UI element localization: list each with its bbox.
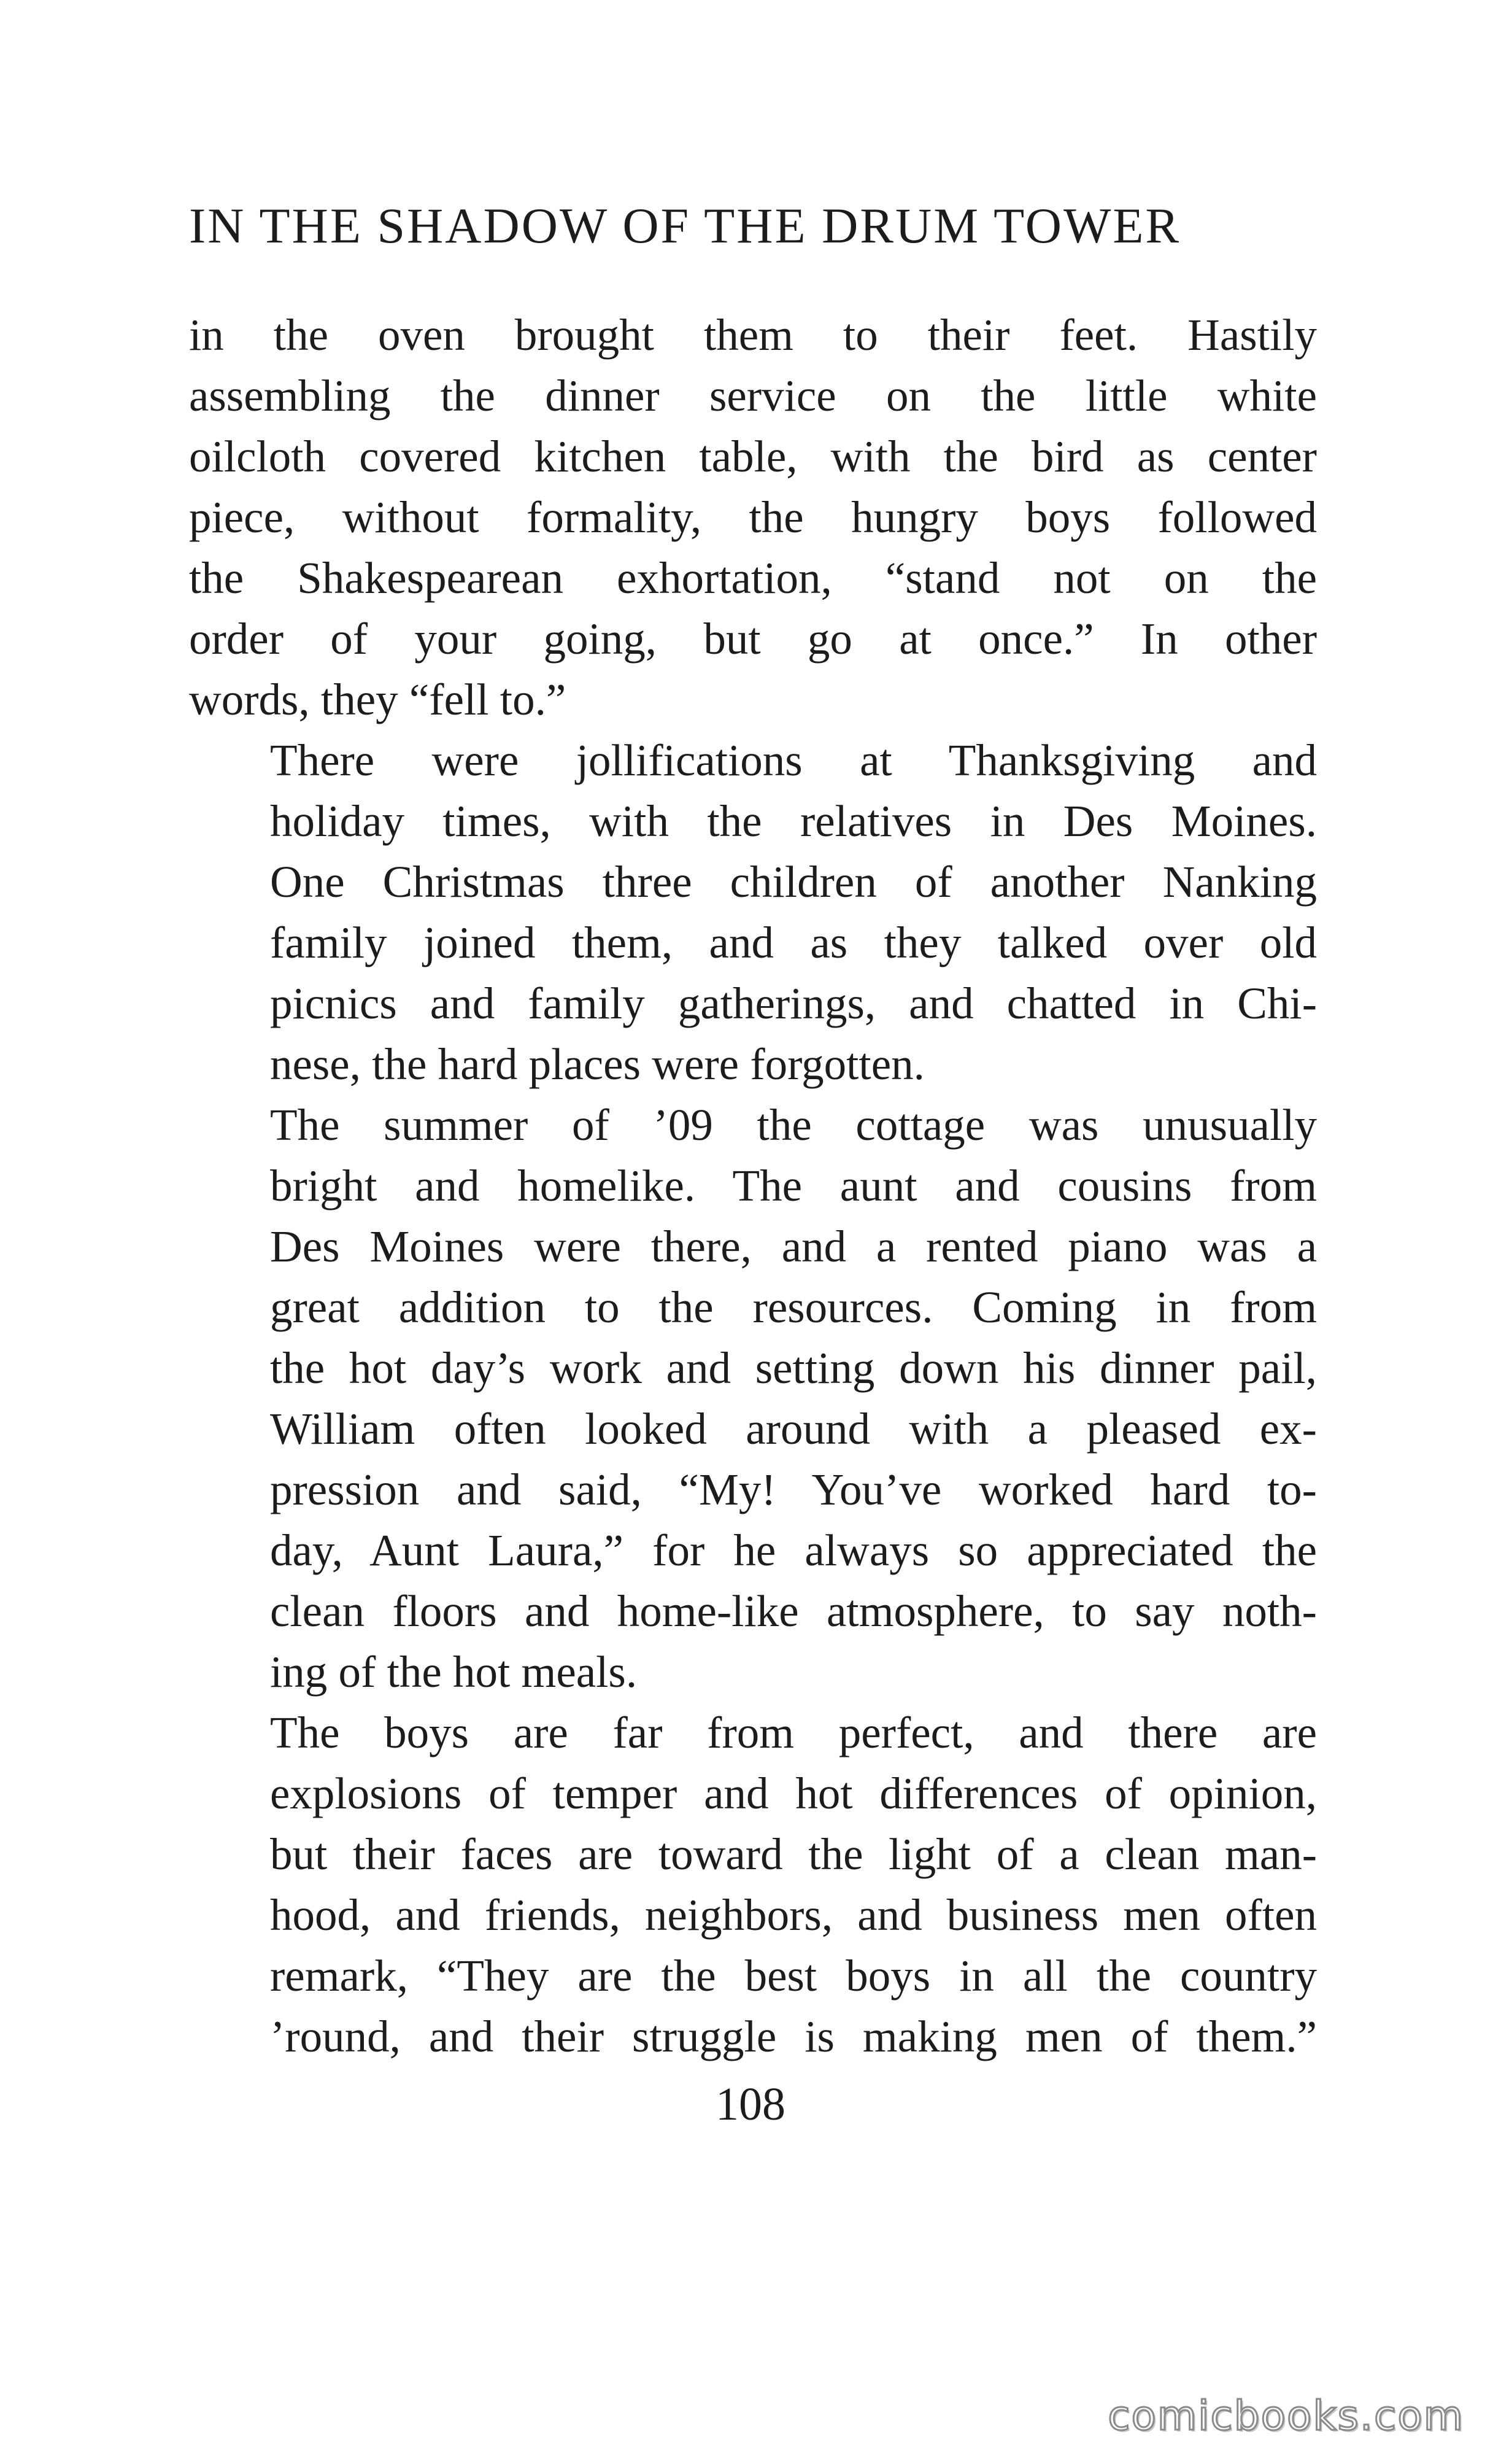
text-line: hood, and friends, neighbors, and business men often bbox=[270, 1890, 1317, 1940]
text-line: There were jollifications at Thanksgiving and bbox=[270, 735, 1317, 785]
text-line: holiday times, with the relatives in Des Moines. bbox=[270, 796, 1317, 846]
text-line: The summer of ’09 the cottage was unusually bbox=[270, 1100, 1317, 1150]
paragraph-4 bbox=[189, 1702, 1317, 2067]
text-line: family joined them, and as they talked over old bbox=[270, 918, 1317, 967]
text-line: assembling the dinner service on the little white bbox=[189, 371, 1317, 420]
text-line: day, Aunt Laura,” for he always so appreciated the bbox=[270, 1525, 1317, 1575]
text-line: in the oven brought them to their feet. Hastily bbox=[189, 310, 1317, 360]
text-line: the hot day’s work and setting down his dinner pail, bbox=[270, 1343, 1317, 1393]
text-line: bright and homelike. The aunt and cousins from bbox=[270, 1161, 1317, 1211]
text-line: words, they “fell to.” bbox=[189, 675, 566, 724]
text-line: William often looked around with a pleased ex- bbox=[270, 1404, 1317, 1454]
page-number: 108 bbox=[716, 2079, 785, 2130]
text-line: order of your going, but go at once.” In other bbox=[189, 614, 1317, 664]
text-line: picnics and family gatherings, and chatted in Chi- bbox=[270, 978, 1317, 1028]
text-line: piece, without formality, the hungry boys followed bbox=[189, 492, 1317, 542]
text-line: The boys are far from perfect, and there are bbox=[270, 1708, 1317, 1757]
watermark: comicbooks.com bbox=[1108, 2392, 1464, 2439]
running-head: IN THE SHADOW OF THE DRUM TOWER bbox=[189, 198, 1181, 254]
text-line: nese, the hard places were forgotten. bbox=[270, 1039, 925, 1089]
text-line: but their faces are toward the light of a clean man- bbox=[270, 1829, 1317, 1879]
text-line: ’round, and their struggle is making men of them.” bbox=[270, 2012, 1317, 2061]
text-line: remark, “They are the best boys in all the country bbox=[270, 1951, 1317, 2001]
text-line: oilcloth covered kitchen table, with the bird as center bbox=[189, 432, 1317, 481]
text-line: Des Moines were there, and a rented piano was a bbox=[270, 1222, 1317, 1271]
body-text bbox=[189, 304, 1317, 2067]
text-line: One Christmas three children of another Nanking bbox=[270, 857, 1317, 907]
text-line: great addition to the resources. Coming in from bbox=[270, 1282, 1317, 1332]
text-line: the Shakespearean exhortation, “stand not on the bbox=[189, 553, 1317, 603]
text-line: pression and said, “My! You’ve worked hard to- bbox=[270, 1465, 1317, 1514]
text-line: explosions of temper and hot differences of opinion, bbox=[270, 1769, 1317, 1818]
paragraph-2 bbox=[189, 730, 1317, 1094]
paragraph-3 bbox=[189, 1094, 1317, 1702]
paragraph-1 bbox=[189, 304, 1317, 730]
text-line: clean floors and home-like atmosphere, to say noth- bbox=[270, 1586, 1317, 1636]
text-line: ing of the hot meals. bbox=[270, 1647, 638, 1697]
